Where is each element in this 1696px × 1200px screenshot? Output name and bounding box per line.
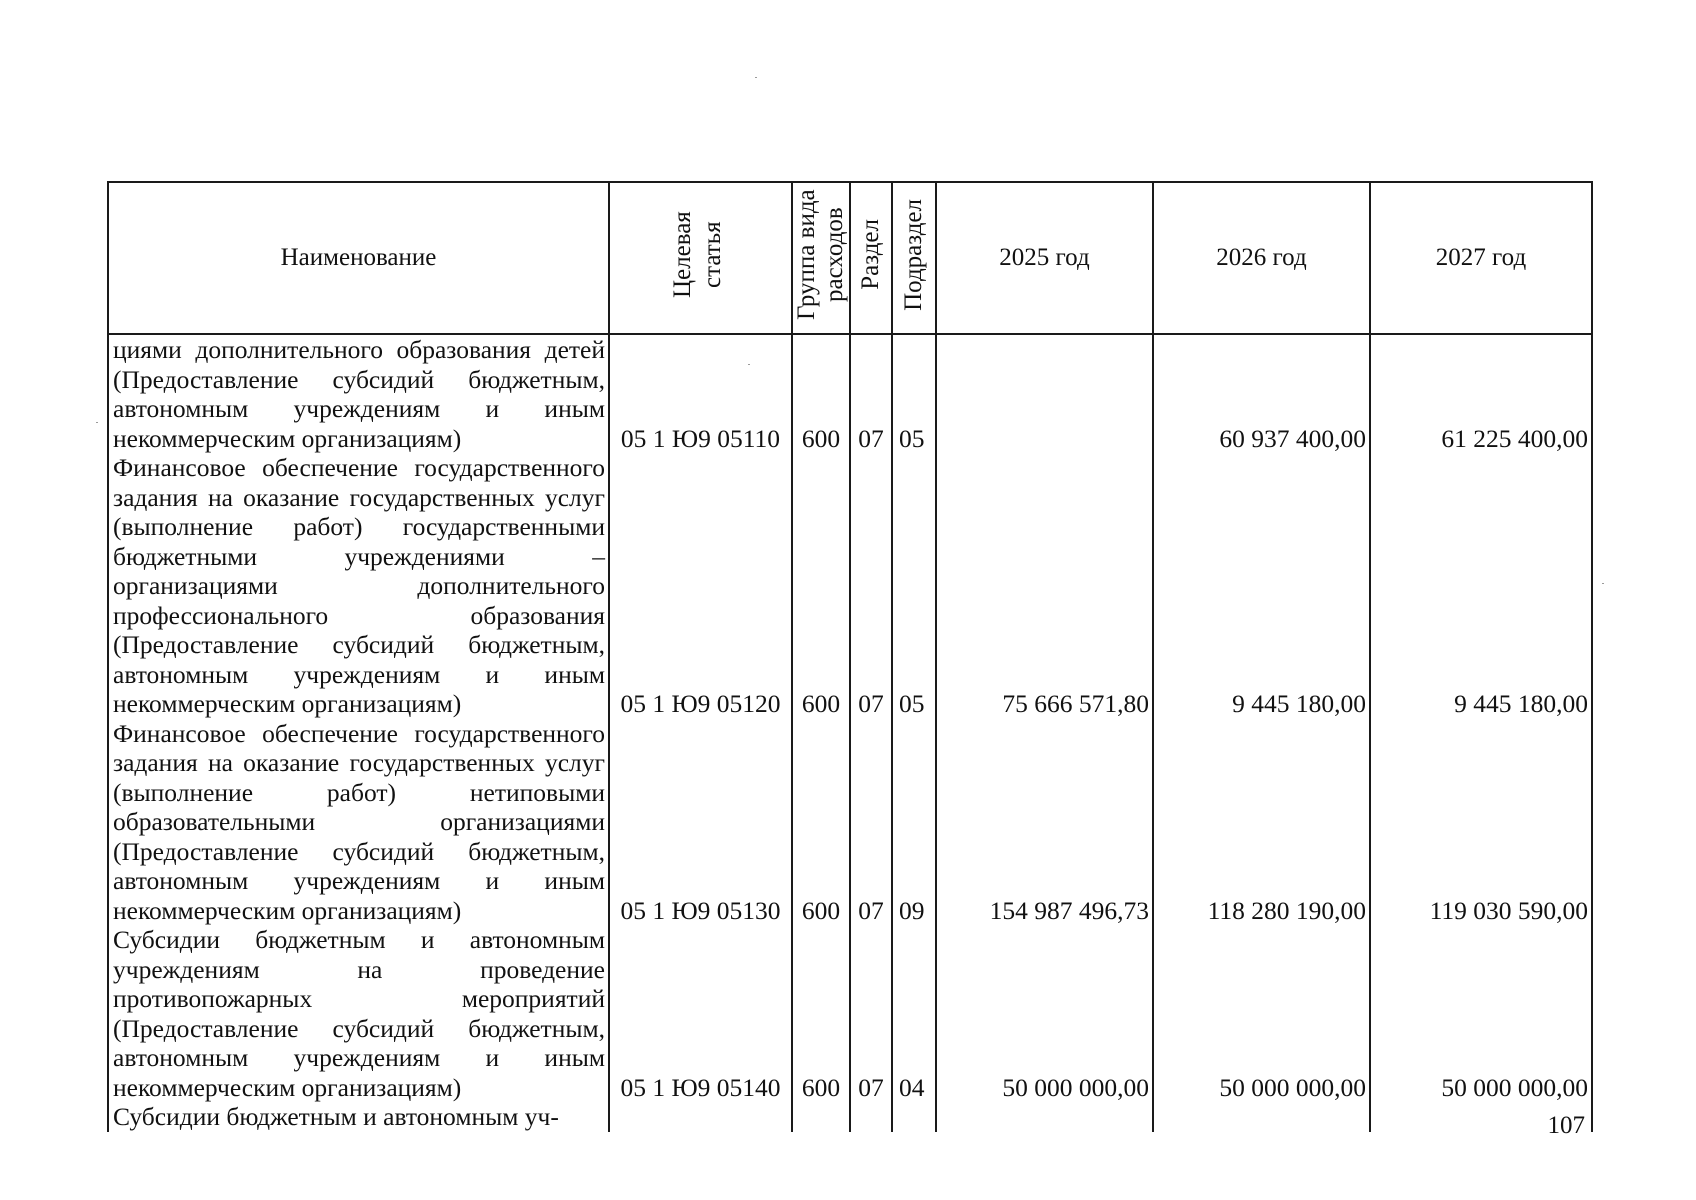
header-year-2027: 2027 год <box>1370 182 1592 334</box>
expense-group-code: 600 <box>792 453 850 719</box>
table-header-row <box>108 182 1592 334</box>
table-row-continuation <box>108 1102 1592 1132</box>
empty-cell <box>892 1102 936 1132</box>
amount-2026: 118 280 190,00 <box>1153 719 1370 926</box>
empty-cell <box>609 1102 792 1132</box>
header-name: Наименование <box>108 182 609 334</box>
header-target-article: Целевая статья <box>609 182 792 334</box>
amount-2027: 9 445 180,00 <box>1370 453 1592 719</box>
empty-cell <box>792 1102 850 1132</box>
amount-2026: 9 445 180,00 <box>1153 453 1370 719</box>
scan-speck <box>96 422 98 423</box>
budget-table <box>107 181 1593 1132</box>
table-row <box>108 334 1592 453</box>
empty-cell <box>1153 1102 1370 1132</box>
expense-group-code: 600 <box>792 334 850 453</box>
target-article-code: 05 1 Ю9 05130 <box>609 719 792 926</box>
section-code: 07 <box>850 453 892 719</box>
amount-2027: 50 000 000,00 <box>1370 925 1592 1102</box>
section-code: 07 <box>850 334 892 453</box>
row-name: циями дополнительного образования детей (Предоставление субсидий бюджетным, автономным учреждениям и иным некоммерческим организациям) <box>108 334 609 453</box>
header-year-2025: 2025 год <box>936 182 1153 334</box>
amount-2025: 154 987 496,73 <box>936 719 1153 926</box>
amount-2027: 61 225 400,00 <box>1370 334 1592 453</box>
expense-group-code: 600 <box>792 925 850 1102</box>
section-code: 07 <box>850 719 892 926</box>
amount-2025: 75 666 571,80 <box>936 453 1153 719</box>
table-row <box>108 925 1592 1102</box>
target-article-code: 05 1 Ю9 05140 <box>609 925 792 1102</box>
row-name: Субсидии бюджетным и автономным учреждениям на проведение противопожарных мероприятий (Предоставление субсидий бюджетным, автономным учреждениям и иным некоммерческим организациям) <box>108 925 609 1102</box>
subsection-code: 05 <box>892 453 936 719</box>
header-section: Раздел <box>850 182 892 334</box>
header-year-2026: 2026 год <box>1153 182 1370 334</box>
row-name: Финансовое обеспечение государственного задания на оказание государственных услуг (выполнение работ) нетиповыми образовательными организациями (Предоставление субсидий бюджетным, автономным учреждениям и иным некоммерческим организациям) <box>108 719 609 926</box>
scan-speck <box>755 77 757 78</box>
amount-2027: 119 030 590,00 <box>1370 719 1592 926</box>
table-row <box>108 453 1592 719</box>
row-name-continued: Субсидии бюджетным и автономным уч- <box>108 1102 609 1132</box>
target-article-code: 05 1 Ю9 05110 <box>609 334 792 453</box>
section-code: 07 <box>850 925 892 1102</box>
page-number: 107 <box>1547 1112 1585 1139</box>
target-article-code: 05 1 Ю9 05120 <box>609 453 792 719</box>
scan-speck <box>1602 583 1604 584</box>
subsection-code: 09 <box>892 719 936 926</box>
header-subsection: Подраздел <box>892 182 936 334</box>
subsection-code: 04 <box>892 925 936 1102</box>
amount-2025: 50 000 000,00 <box>936 925 1153 1102</box>
empty-cell <box>936 1102 1153 1132</box>
row-name: Финансовое обеспечение государственного задания на оказание государственных услуг (выполнение работ) государственными бюджетными учреждениями – организациями дополнительного профессионального образования (Предоставление субсидий бюджетным, автономным учреждениям и иным некоммерческим организациям) <box>108 453 609 719</box>
table-row <box>108 719 1592 926</box>
amount-2025 <box>936 334 1153 453</box>
expense-group-code: 600 <box>792 719 850 926</box>
amount-2026: 50 000 000,00 <box>1153 925 1370 1102</box>
subsection-code: 05 <box>892 334 936 453</box>
empty-cell <box>850 1102 892 1132</box>
header-expense-group: Группа вида расходов <box>792 182 850 334</box>
amount-2026: 60 937 400,00 <box>1153 334 1370 453</box>
